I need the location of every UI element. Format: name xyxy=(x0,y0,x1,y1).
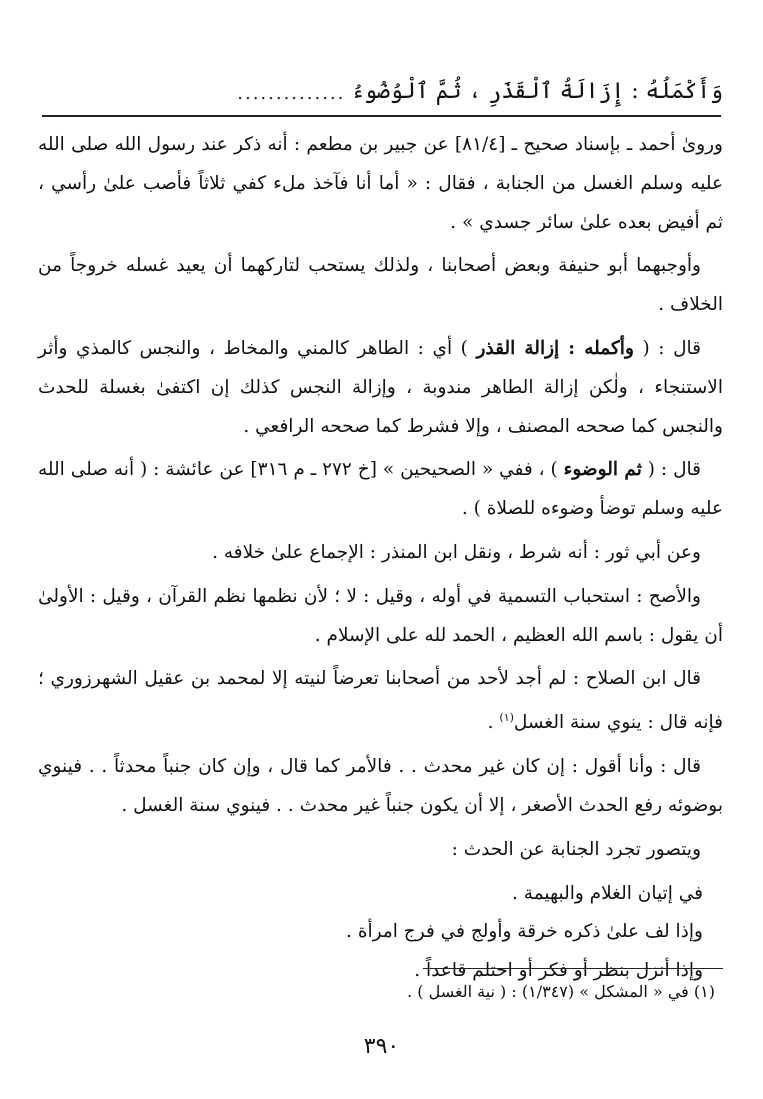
paragraph-removal xyxy=(38,330,723,446)
paragraph-hadith: ورویٰ أحمد ـ بإسناد صحيح ـ [٨١/٤] عن جبير بن مطعم : أنه ذكر عند رسول الله صلى الله عليه وسلم الغسل من الجنابة ، فقال : « أما أنا فآخذ ملء كفي ثلاثاً فأصب علىٰ رأسي ، ثم أفيض بعده علىٰ سائر جسدي » . xyxy=(38,134,723,233)
text-prefix: قال : ( xyxy=(641,459,701,481)
text-suffix: . xyxy=(487,712,500,734)
paragraph-obligation: وأوجبهما أبو حنيفة وبعض أصحابنا ، ولذلك يستحب لتاركهما أن يعيد غسله خروجاً من الخلاف . xyxy=(38,255,723,316)
text-prefix: قال : ( xyxy=(633,337,701,359)
header-dots: .............. xyxy=(237,83,346,104)
paragraph-opinion: قال : وأنا أقول : إن كان غير محدث . . فالأمر كما قال ، وإن كان جنباً محدثاً . . فينوي بوضوئه رفع الحدث الأصغر ، إلا أن يكون جنباً غير محدث . . فينوي سنة الغسل . xyxy=(38,756,723,816)
main-text xyxy=(38,126,723,991)
matn-bold: وأكمله : إزالة القذر xyxy=(476,337,634,359)
case-item: وإذا لف علىٰ ذكره خرقة وأولج في فرج امرأة . xyxy=(346,921,703,943)
header-divider xyxy=(42,115,721,117)
header-title: وَأَكْمَلُهُ : إِزَالَةُ ٱلْقَذَرِ ، ثُمَّ ٱلْوُضُوءُ xyxy=(351,79,723,104)
case-item: وإذا أنزل بنظر أو فكر أو احتلم قاعداً . xyxy=(414,960,703,982)
case-item: في إتيان الغلام والبهيمة . xyxy=(512,882,703,904)
paragraph-ibn-salah xyxy=(38,660,723,743)
paragraph-tasmiya: والأصح : استحباب التسمية في أوله ، وقيل : لا ؛ لأن نظمها نظم القرآن ، وقيل : الأولىٰ أن يقول : باسم الله العظيم ، الحمد لله على الإسلام . xyxy=(38,585,723,646)
page-number: ٣٩٠ xyxy=(363,1034,400,1059)
cases-list xyxy=(38,875,723,991)
cases-intro: ويتصور تجرد الجنابة عن الحدث : xyxy=(451,838,701,860)
paragraph-wudu xyxy=(38,451,723,529)
footnote-marker[interactable]: (١) xyxy=(499,711,514,725)
footnote: (١) في « المشكل » (١/٣٤٧) : ( نية الغسل ) . xyxy=(407,982,715,1001)
text-suffix: ) أي : الطاهر كالمني والمخاط ، والنجس كالمذي وأثر الاستنجاء ، ولٰكن إزالة الطاهر مندوبة ، وإزالة النجس كذلك إن اكتفىٰ بغسلة للحدث والنجس كما صححه المصنف ، وإلا فشرط كما صححه الرافعي . xyxy=(38,337,723,437)
matn-bold: ثم الوضوء xyxy=(563,459,642,481)
paragraph-abu-thawr: وعن أبي ثور : أنه شرط ، ونقل ابن المنذر : الإجماع علىٰ خلافه . xyxy=(212,541,701,563)
text-suffix: ) ، ففي « الصحيحين » [خ ٢٧٢ ـ م ٣١٦] عن عائشة : ( أنه صلى الله عليه وسلم توضأ وضوءه للصلاة ) . xyxy=(38,459,723,520)
footnote-divider xyxy=(423,968,723,969)
text-prefix: قال ابن الصلاح : لم أجد لأحد من أصحابنا تعرضاً لنيته إلا لمحمد بن عقيل الشهرزوري ؛ فإنه قال : ينوي سنة الغسل xyxy=(38,668,723,734)
running-header xyxy=(40,60,723,104)
